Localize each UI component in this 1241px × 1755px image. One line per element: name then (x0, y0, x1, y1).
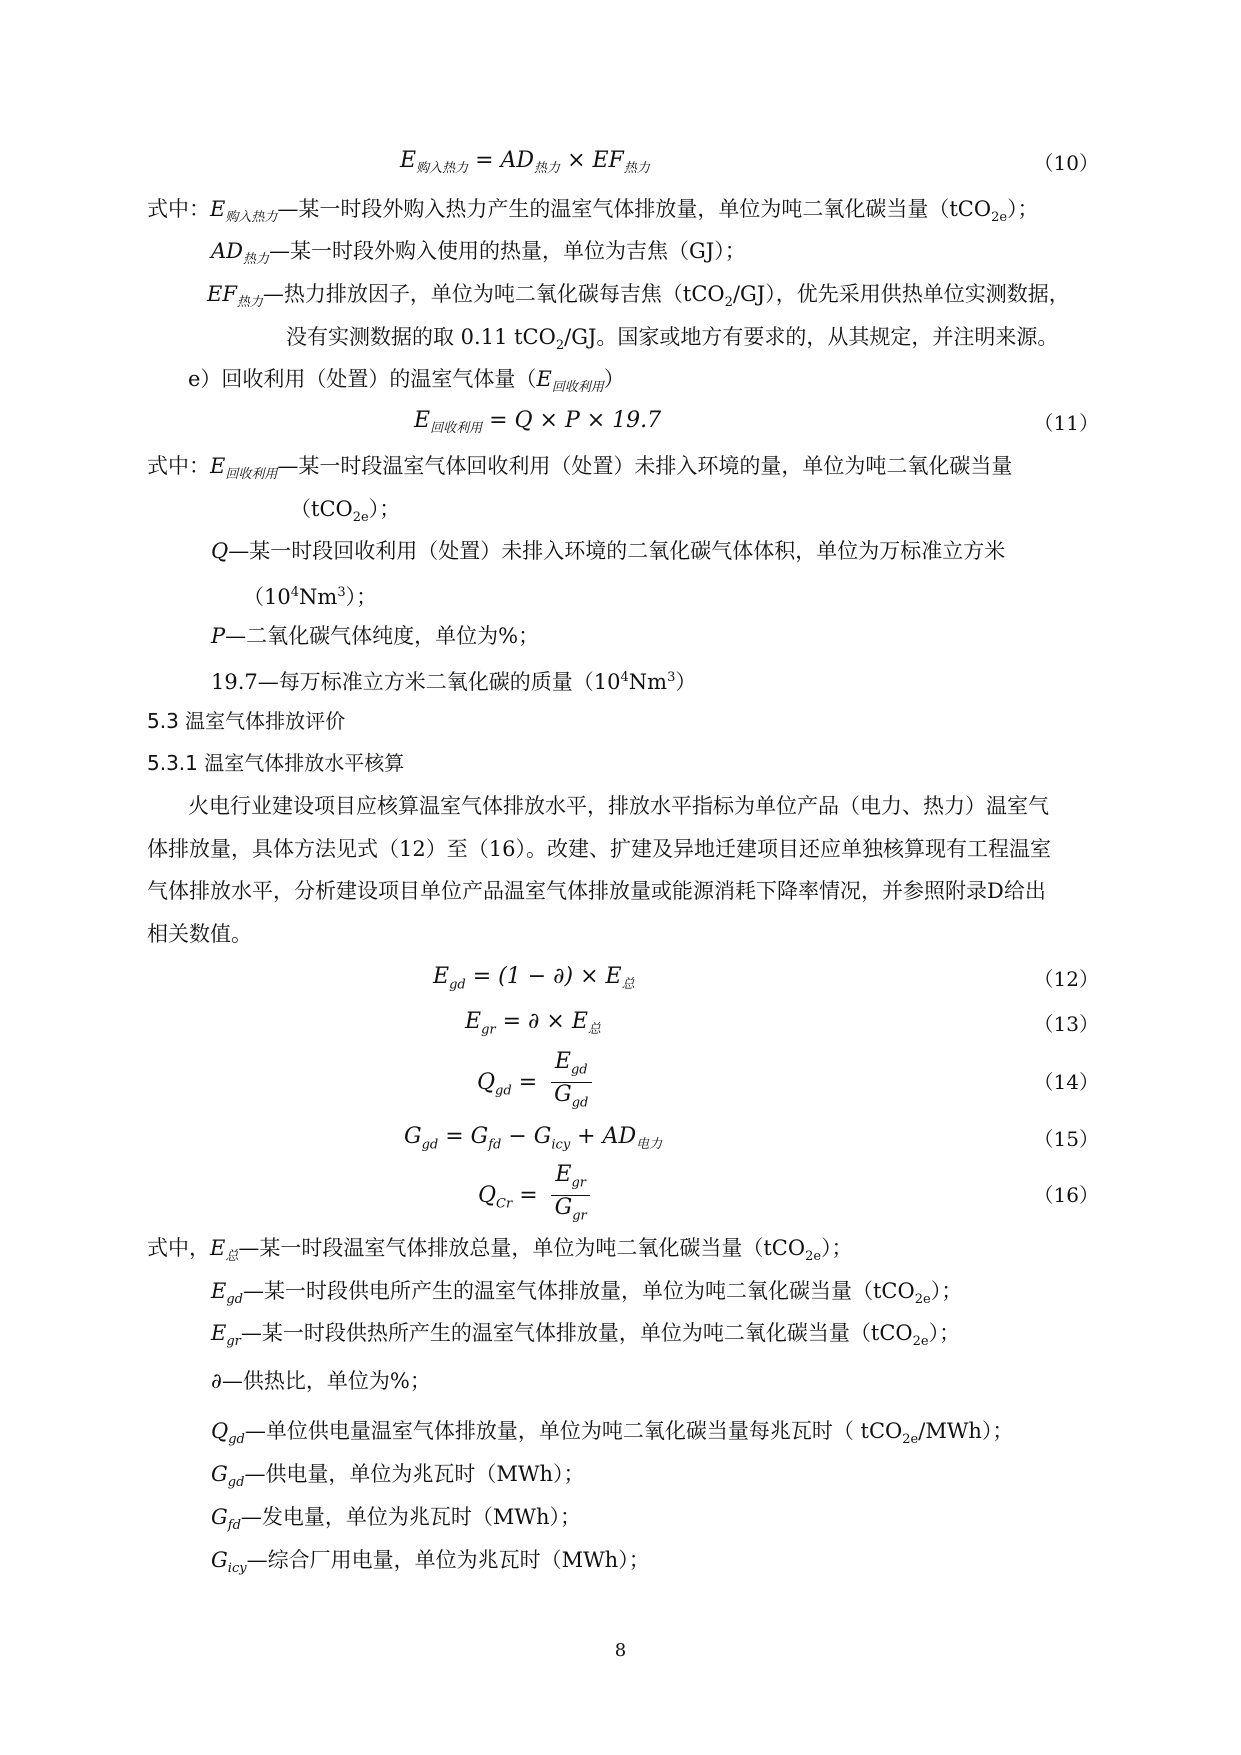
equation-16-number: （16） (1033, 1183, 1099, 1207)
def16-l2-end: ）； (930, 1279, 963, 1303)
eq14-fraction (550, 1050, 592, 1116)
def11-l6-mid: Nm (628, 670, 668, 694)
def16-l8-sub: icy (227, 1561, 247, 1577)
def16-l7-text: —发电量，单位为兆瓦时（MWh）； (240, 1505, 582, 1529)
section-5-3-heading: 5.3 温室气体排放评价 (147, 709, 346, 733)
eq13-rhs-sub: 总 (587, 1022, 601, 1037)
eq14-den-sub: gd (571, 1095, 589, 1111)
def10-line2 (211, 236, 746, 275)
def10-line4 (286, 322, 1058, 361)
def10-l1-text: —某一时段外购入热力产生的温室气体排放量，单位为吨二氧化碳当量（tCO (277, 197, 992, 221)
def11-line1 (147, 451, 1012, 490)
equation-12 (433, 962, 635, 1000)
item-e-var: E (536, 367, 552, 391)
eq10-rhs-a: AD (500, 148, 535, 173)
para-line2: 体排放量，具体方法见式（12）至（16）。改建、扩建及异地迁建项目还应单独核算现有工程温室 (147, 837, 1051, 861)
eq10-lhs-sub: 购入热力 (416, 161, 469, 176)
def11-l3-text: —某一时段回收利用（处置）未排入环境的二氧化碳气体体积，单位为万标准立方米 (228, 539, 1006, 563)
eq10-rhs-b-sub: 热力 (623, 161, 650, 176)
def10-l3-var: EF (207, 282, 237, 306)
def11-l4-sup2: 3 (337, 585, 346, 600)
def10-prefix: 式中： (147, 197, 210, 221)
def11-l4-mid: Nm (299, 585, 338, 609)
def11-l2-end: ）； (368, 497, 401, 521)
equation-14: $Q_{gd}$ = $\frac{E_{gd}}{G_{gd}}$ (477, 1050, 592, 1116)
def10-l3-end: /GJ），优先采用供热单位实测数据， (732, 282, 1070, 306)
def16-l5-sub: gd (228, 1432, 245, 1448)
def16-line1 (147, 1233, 853, 1272)
equation-14-number: （14） (1033, 1070, 1099, 1094)
equation-13 (465, 1007, 601, 1045)
def11-l1-text: —某一时段温室气体回收利用（处置）未排入环境的量，单位为吨二氧化碳当量 (277, 454, 1013, 478)
def16-l4-text: —供热比，单位为%； (221, 1369, 431, 1393)
def16-l3-end: ）； (928, 1321, 961, 1345)
def16-l1-end: ）； (821, 1236, 853, 1260)
def16-l5-end: /MWh）； (918, 1419, 1014, 1443)
eq11-lhs-var: E (414, 408, 431, 433)
def10-l3-sub: 热力 (236, 295, 263, 310)
def11-l2-sub: 2e (352, 510, 369, 526)
def16-line8 (211, 1545, 650, 1584)
def11-line3 (211, 536, 1005, 566)
def11-l2-text: （tCO (290, 497, 353, 521)
eq15-eq: = G (445, 1124, 489, 1149)
def16-l8-var: G (211, 1548, 228, 1572)
def10-line1 (147, 194, 1039, 233)
def11-l6-sup1: 4 (620, 670, 629, 685)
def10-l2-var: AD (211, 239, 244, 263)
eq16-den-var: G (554, 1195, 573, 1221)
def16-l5-usub: 2e (902, 1432, 919, 1448)
equation-10-number: （10） (1033, 151, 1099, 175)
def16-l6-sub: gd (227, 1475, 245, 1491)
page-number: 8 (614, 1640, 627, 1661)
def16-l1-usub: 2e (805, 1249, 822, 1265)
def16-line5 (211, 1416, 1013, 1455)
def11-l4-end: ）； (345, 585, 378, 609)
equation-11-number: （11） (1033, 411, 1099, 435)
equation-16: $Q_{Cr}$ = $\frac{E_{gr}}{G_{gr}}$ (478, 1163, 591, 1229)
def16-line2 (211, 1276, 962, 1315)
def10-l1-end: ）； (1007, 197, 1039, 221)
eq11-lhs-sub: 回收利用 (430, 421, 483, 436)
eq15-lhs: G (404, 1124, 422, 1149)
def16-l2-usub: 2e (914, 1292, 931, 1308)
item-e (188, 364, 625, 403)
def10-l1-var: E (210, 197, 226, 221)
equation-12-number: （12） (1033, 967, 1099, 991)
eq10-rhs-b: EF (592, 148, 624, 173)
def16-line6 (211, 1459, 585, 1498)
eq12-lhs: E (433, 964, 450, 989)
def16-l8-text: —综合厂用电量，单位为兆瓦时（MWh）； (246, 1548, 650, 1572)
eq10-lhs-var: E (400, 148, 417, 173)
def10-l4-text: 没有实测数据的取 0.11 tCO (286, 325, 556, 349)
def16-l2-var: E (211, 1279, 227, 1303)
def16-line4 (211, 1366, 431, 1396)
def10-l2-sub: 热力 (243, 252, 270, 267)
def11-line6 (211, 663, 696, 697)
def11-line5 (211, 621, 539, 651)
def16-l1-var: E (210, 1236, 226, 1260)
eq16-den-sub: gr (572, 1208, 587, 1224)
eq13-lhs-sub: gr (481, 1022, 496, 1038)
def11-l1-sub: 回收利用 (225, 467, 278, 482)
equation-15 (404, 1122, 662, 1160)
def11-l6-sup2: 3 (667, 670, 676, 685)
eq15-sub-power: 电力 (636, 1137, 663, 1152)
def16-l1-sub: 总 (225, 1249, 239, 1264)
eq15-sub-icy: icy (551, 1137, 571, 1153)
equation-10: $E_{购入热力} = AD_{热力} \times EF_{热力}$ (400, 148, 650, 176)
eq14-lhs-sub: gd (495, 1083, 512, 1099)
def16-l7-var: G (211, 1505, 228, 1529)
eq14-den-var: G (554, 1082, 572, 1108)
def16-l3-var: E (211, 1321, 227, 1345)
para-line1: 火电行业建设项目应核算温室气体排放水平，排放水平指标为单位产品（电力、热力）温室气 (188, 794, 1049, 818)
eq16-num-sub: gr (571, 1175, 587, 1191)
def11-l5-var: P (211, 624, 226, 648)
def11-l4-text: （10 (243, 585, 291, 609)
def11-l3-var: Q (211, 539, 229, 563)
eq16-fraction (551, 1163, 591, 1229)
eq14-lhs: Q (477, 1069, 496, 1095)
def11-l6-text: 19.7—每万标准立方米二氧化碳的质量（10 (211, 670, 621, 694)
def11-prefix: 式中： (147, 454, 210, 478)
equation-13-number: （13） (1033, 1012, 1099, 1036)
eq11-rhs: = Q × P × 19.7 (489, 408, 662, 433)
def16-l3-text: —某一时段供热所产生的温室气体排放量，单位为吨二氧化碳当量（tCO (240, 1321, 913, 1345)
eq12-rhs: = (1 − ∂) × E (472, 964, 622, 989)
item-e-sub: 回收利用 (551, 380, 604, 395)
def11-l6-end: ） (675, 670, 697, 694)
equation-15-number: （15） (1033, 1127, 1099, 1151)
item-e-text: e）回收利用（处置）的温室气体量（ (188, 367, 537, 391)
def10-line3 (207, 279, 1070, 318)
def10-l3-text: —热力排放因子，单位为吨二氧化碳每吉焦（tCO (262, 282, 725, 306)
eq16-lhs-sub: Cr (496, 1196, 513, 1212)
def10-l1-sub: 购入热力 (225, 210, 278, 225)
def16-l2-text: —某一时段供电所产生的温室气体排放量，单位为吨二氧化碳当量（tCO (243, 1279, 915, 1303)
def16-l7-sub: fd (227, 1518, 241, 1534)
eq14-num-sub: gd (570, 1062, 588, 1078)
def10-l3-unit-sub: 2 (724, 295, 733, 311)
section-5-3-1-heading: 5.3.1 温室气体排放水平核算 (147, 751, 405, 775)
eq13-lhs: E (465, 1009, 482, 1034)
eq15-minus: − G (501, 1124, 552, 1149)
equation-11 (414, 406, 661, 444)
eq15-sub-fd: fd (488, 1137, 502, 1153)
eq10-rhs-a-sub: 热力 (534, 161, 561, 176)
eq15-plus: + AD (570, 1124, 637, 1149)
def11-line2 (290, 494, 400, 533)
def10-l1-unit-sub: 2e (991, 210, 1008, 226)
def11-l4-sup1: 4 (290, 585, 300, 600)
def16-l3-sub: gr (226, 1334, 241, 1350)
def16-line3 (211, 1318, 960, 1357)
para-line3: 气体排放水平，分析建设项目单位产品温室气体排放量或能源消耗下降率情况，并参照附录D给出 (147, 879, 1046, 903)
def11-l1-var: E (210, 454, 226, 478)
def10-l4-end: /GJ。国家或地方有要求的，从其规定，并注明来源。 (564, 325, 1059, 349)
eq15-lhs-sub: gd (421, 1137, 439, 1153)
def16-l5-var: Q (211, 1419, 229, 1443)
def11-line4 (243, 578, 377, 612)
def16-l6-var: G (211, 1462, 228, 1486)
def16-l4-var: ∂ (211, 1369, 222, 1393)
eq16-lhs: Q (478, 1182, 497, 1208)
eq16-num-var: E (555, 1162, 572, 1187)
eq12-lhs-sub: gd (449, 977, 466, 993)
def16-l5-text: —单位供电量温室气体排放量，单位为吨二氧化碳当量每兆瓦时（ tCO (244, 1419, 903, 1443)
def16-l2-sub: gd (226, 1292, 243, 1308)
eq14-num-var: E (554, 1049, 571, 1074)
def10-l4-sub: 2 (555, 338, 565, 354)
def16-l3-usub: 2e (912, 1334, 929, 1350)
para-line4: 相关数值。 (147, 922, 252, 946)
def16-l1-text: —某一时段温室气体排放总量，单位为吨二氧化碳当量（tCO (238, 1236, 806, 1260)
def16-line7 (211, 1502, 581, 1541)
def16-prefix: 式中， (147, 1236, 210, 1260)
eq13-rhs: = ∂ × E (502, 1009, 588, 1034)
def11-l5-text: —二氧化碳气体纯度，单位为%； (225, 624, 540, 648)
def10-l2-text: —某一时段外购入使用的热量，单位为吉焦（GJ）； (269, 239, 746, 263)
item-e-end: ） (603, 367, 625, 391)
eq12-rhs-sub: 总 (621, 977, 635, 992)
def16-l6-text: —供电量，单位为兆瓦时（MWh）； (244, 1462, 585, 1486)
